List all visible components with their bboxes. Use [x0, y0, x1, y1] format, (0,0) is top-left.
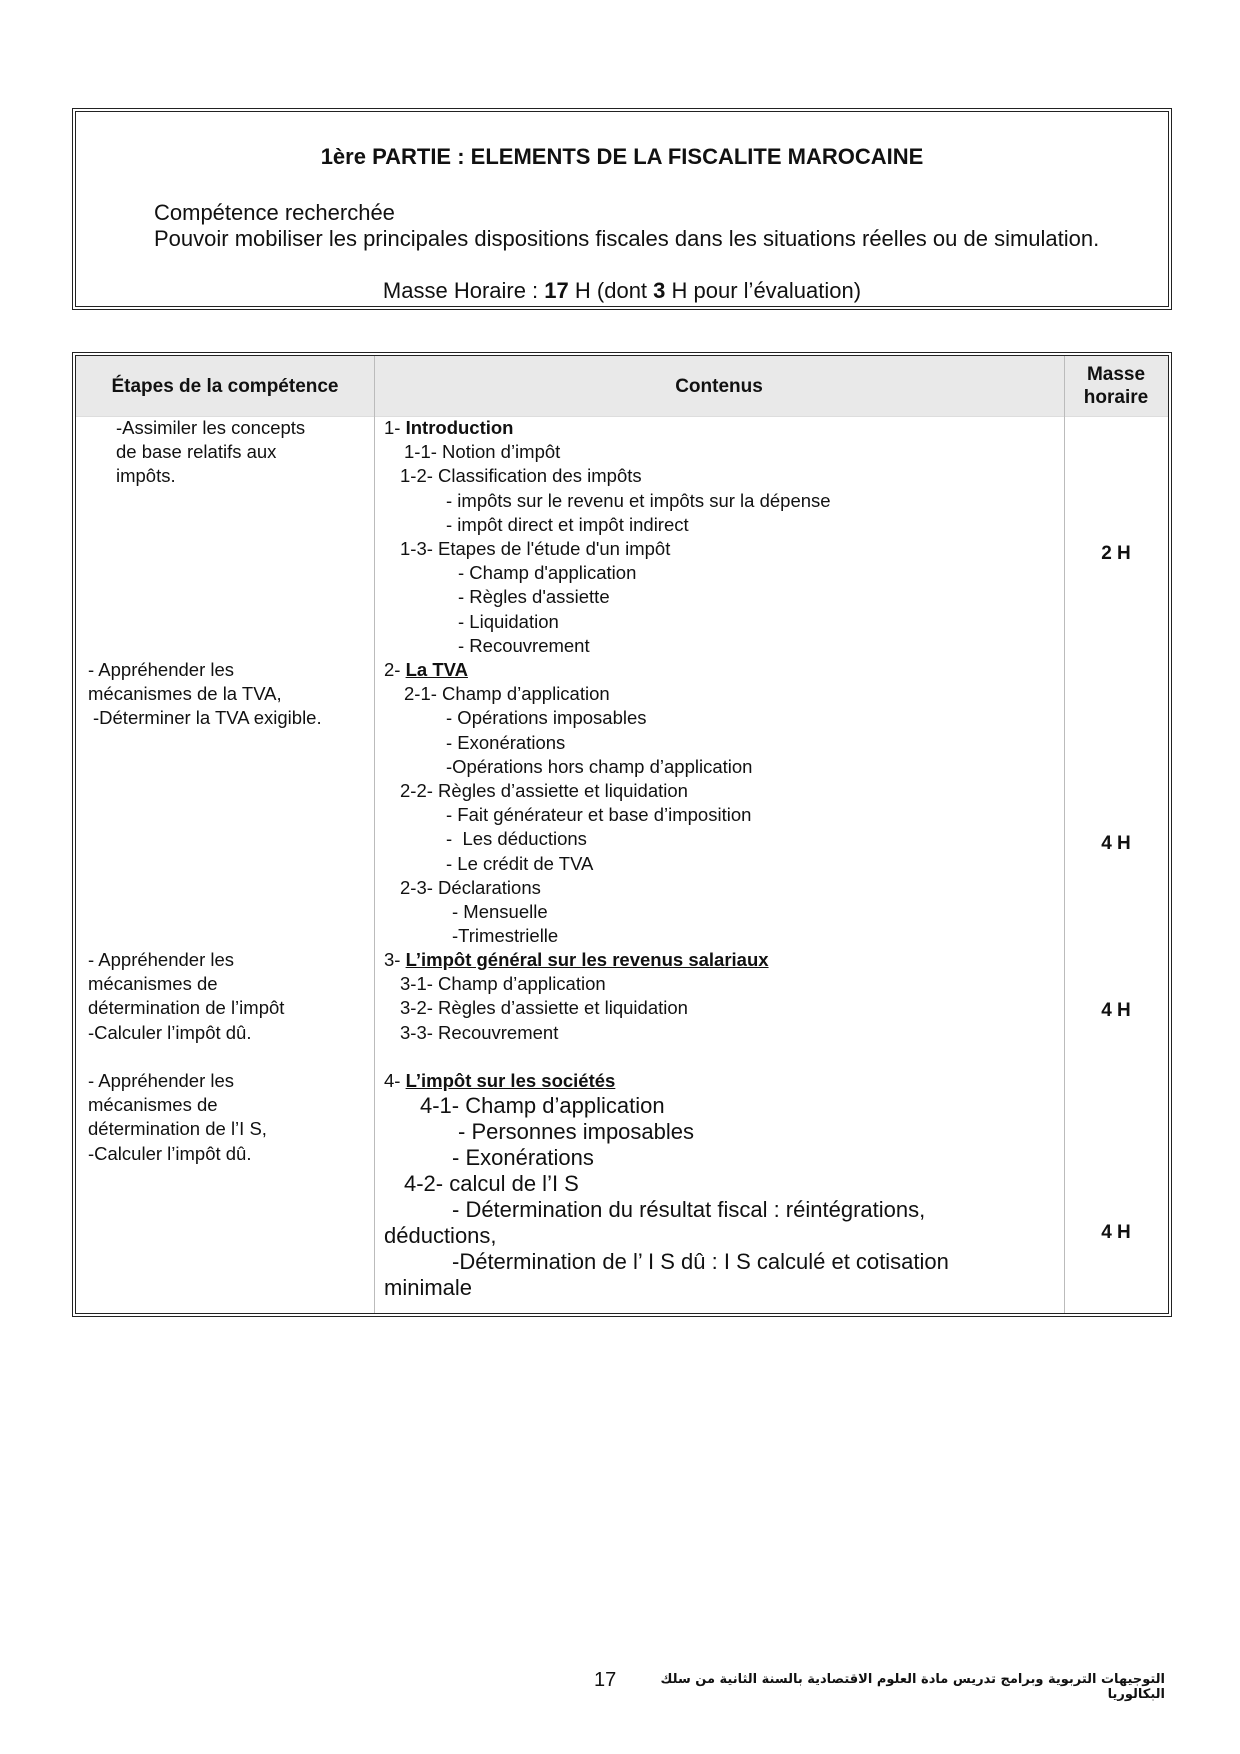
hours-summary [76, 278, 1168, 304]
competence-cell [88, 658, 322, 731]
content-line: 2-1- Champ d’application [404, 683, 610, 705]
column-header-masse-horaire: Masse horaire [1083, 364, 1149, 408]
content-line: - Détermination du résultat fiscal : réintégrations, [452, 1197, 926, 1223]
content-cell [384, 948, 769, 1045]
competence-line: -Calculer l’impôt dû. [88, 1142, 252, 1164]
content-line: - Fait générateur et base d’imposition [446, 804, 752, 826]
content-cell [384, 1069, 949, 1301]
competence-line: de base relatifs aux [116, 441, 277, 463]
content-line: 4-2- calcul de l’I S [404, 1171, 579, 1197]
hours-suffix: H pour l’évaluation) [665, 278, 862, 303]
content-line: - Champ d'application [458, 562, 637, 584]
competence-label: Compétence recherchée [154, 200, 395, 225]
heading-number: 3- [384, 949, 406, 970]
content-line: - Recouvrement [458, 634, 590, 656]
program-table [72, 352, 1172, 1317]
content-line: 2-3- Déclarations [400, 876, 541, 898]
hours-cell: 4 H [1101, 1222, 1131, 1243]
content-line: 3-2- Règles d’assiette et liquidation [400, 997, 688, 1019]
content-line: 1-2- Classification des impôts [400, 465, 642, 487]
competence-line: - Appréhender les [88, 659, 235, 680]
heading-title: Introduction [405, 417, 514, 438]
competence-line: -Assimiler les concepts [116, 417, 306, 438]
content-heading [384, 416, 831, 440]
content-line: déductions, [384, 1223, 497, 1249]
content-line: 1-3- Etapes de l'étude d'un impôt [400, 538, 671, 560]
column-divider [374, 356, 375, 1313]
competence-cell [88, 948, 284, 1045]
competence-line: détermination de l’impôt [88, 997, 285, 1019]
hours-cell: 4 H [1101, 833, 1131, 854]
content-line: - Opérations imposables [446, 707, 647, 729]
hours-mid: H (dont [568, 278, 654, 303]
content-line: 2-2- Règles d’assiette et liquidation [400, 780, 688, 802]
competence-line: détermination de l’I S, [88, 1118, 267, 1140]
hours-prefix: Masse Horaire : [382, 278, 545, 303]
content-line: - impôts sur le revenu et impôts sur la dépense [446, 489, 831, 511]
hours-eval: 3 [653, 278, 666, 303]
content-line: - Mensuelle [452, 901, 548, 923]
heading-title: L’impôt sur les sociétés [405, 1070, 616, 1091]
competence-text: Pouvoir mobiliser les principales dispositions fiscales dans les situations réelles ou de simulation. [154, 226, 1100, 251]
content-line: 3-1- Champ d’application [400, 973, 606, 995]
competence-cell [116, 416, 305, 489]
section-header-box [72, 108, 1172, 310]
content-line: - Le crédit de TVA [446, 852, 594, 874]
content-line: -Opérations hors champ d’application [446, 755, 753, 777]
competence-line: mécanismes de la TVA, [88, 683, 282, 705]
content-line: - Règles d'assiette [458, 586, 610, 608]
content-cell [384, 658, 752, 948]
heading-number: 4- [384, 1070, 406, 1091]
heading-number: 2- [384, 659, 406, 680]
part-title: 1ère PARTIE : ELEMENTS DE LA FISCALITE MAROCAINE [320, 144, 924, 169]
content-line: 3-3- Recouvrement [400, 1021, 559, 1043]
content-line: -Trimestrielle [452, 925, 559, 947]
hours-cell: 4 H [1101, 1000, 1131, 1021]
competence-line: - Appréhender les [88, 1070, 235, 1091]
competence-line: mécanismes de [88, 1094, 218, 1116]
content-line: - Exonérations [446, 731, 566, 753]
competence-line: -Déterminer la TVA exigible. [93, 707, 322, 729]
hours-cell: 2 H [1101, 543, 1131, 564]
heading-title: L’impôt général sur les revenus salariaux [405, 949, 769, 970]
content-heading [384, 1069, 949, 1093]
competence-cell [88, 1069, 267, 1166]
content-line: 1-1- Notion d’impôt [404, 441, 561, 463]
content-line: - Exonérations [452, 1145, 594, 1171]
content-heading [384, 948, 769, 972]
competence-line: - Appréhender les [88, 949, 235, 970]
competence-line: -Calculer l’impôt dû. [88, 1021, 252, 1043]
content-cell [384, 416, 831, 658]
competence-line: impôts. [116, 465, 176, 487]
content-line: - Personnes imposables [458, 1119, 695, 1145]
content-line: -Détermination de l’ I S dû : I S calculé et cotisation [452, 1249, 949, 1275]
footer-arabic-title: التوجيهات التربوية وبرامج تدريس مادة العلوم الاقتصادية بالسنة الثانية من سلك البكالوريا [660, 1672, 1165, 1702]
content-line: - Liquidation [458, 610, 559, 632]
content-line: - Les déductions [446, 828, 587, 850]
content-line: - impôt direct et impôt indirect [446, 513, 689, 535]
hours-total: 17 [544, 278, 569, 303]
content-line: minimale [384, 1275, 473, 1301]
content-line: 4-1- Champ d’application [420, 1093, 665, 1119]
heading-number: 1- [384, 417, 406, 438]
competence-line: mécanismes de [88, 973, 218, 995]
heading-title: La TVA [405, 659, 468, 680]
column-header-contenus: Contenus [675, 375, 763, 397]
page-number: 17 [594, 1669, 617, 1691]
content-heading [384, 658, 752, 682]
column-header-etapes: Étapes de la compétence [111, 375, 339, 397]
